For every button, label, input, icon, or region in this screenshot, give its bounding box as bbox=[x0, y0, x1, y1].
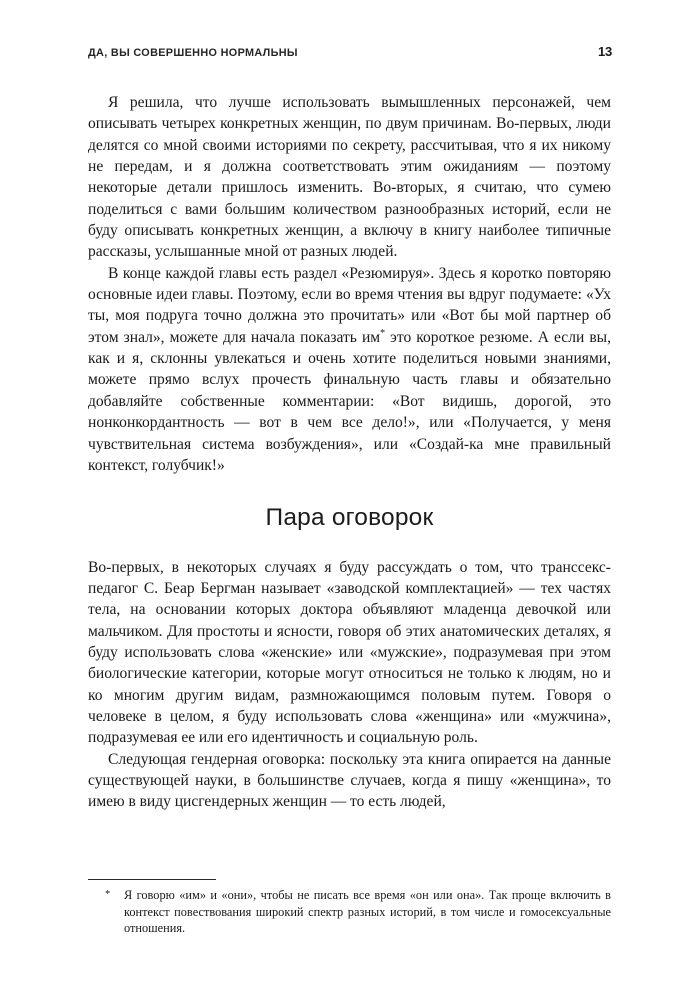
footnote-text: Я говорю «им» и «они», чтобы не писать все время «он или она». Так проще включить в контекст повествования широкий спектр разных историй, в том числе и гомосексуальные отношения. bbox=[124, 888, 611, 936]
body-paragraph-1: Я решила, что лучше использовать вымышленных персонажей, чем описывать четырех конкретных женщин, по двум причинам. Во-первых, люди делятся со мной своими историями по секрету, рассчитывая, что я их никому не передам, и я должна соответствовать этим ожиданиям — поэтому некоторые детали пришлось изменить. Во-вторых, я считаю, что сумею поделиться с вами большим количеством разнообразных историй, если не буду описывать конкретных женщин, а включу в книгу наиболее типичные рассказы, услышанные мной от разных людей. bbox=[88, 94, 611, 261]
section-heading: Пара оговорок bbox=[265, 504, 434, 532]
running-head-title: ДА, ВЫ СОВЕРШЕННО НОРМАЛЬНЫ bbox=[88, 47, 298, 59]
body-paragraph-2 bbox=[88, 263, 611, 476]
footnote-separator-rule bbox=[88, 879, 216, 880]
body-paragraph-2-part-1: В конце каждой главы есть раздел «Резюмируя». Здесь я коротко повторяю основные идеи главы. Поэтому, если во время чтения вы вдруг подумаете: «Ух ты, моя подруга точно должна это прочитать» или «Вот бы мой партнер об этом знал», можете для начала показать им bbox=[88, 264, 611, 346]
main-text-column bbox=[88, 92, 611, 813]
footnote-block bbox=[88, 879, 611, 937]
body-paragraph-2-part-2: это короткое резюме. А если вы, как и я, склонны увлекаться и очень хотите поделиться новыми знаниями, можете прямо вслух прочесть финальную часть главы и обязательно добавляйте собственные комментарии: «Вот видишь, дорогой, это нонконкордантность — вот в чем все дело!», или «Получается, у меня чувствительная система возбуждения», или «Создай-ка мне правильный контекст, голубчик!» bbox=[88, 328, 612, 474]
section-paragraph-1: Во-первых, в некоторых случаях я буду рассуждать о том, что транссекс-педагог С. Беар Бергман называет «заводской комплектацией» — тех частях тела, на основании которых доктора объявляют младенца девочкой или мальчиком. Для простоты и ясности, говоря об этих анатомических деталях, я буду использовать слова «женские» или «мужские», подразумевая при этом биологические категории, которые могут относиться не только к людям, но и ко многим другим видам, размножающимся половым путем. Говоря о человеке в целом, я буду использовать слова «женщина» или «мужчина», подразумевая ее или его идентичность и социальную роль. bbox=[88, 558, 611, 747]
page-number: 13 bbox=[597, 44, 612, 59]
footnote-reference-marker[interactable]: * bbox=[380, 327, 386, 339]
running-head bbox=[88, 44, 612, 62]
footnote-row bbox=[88, 887, 611, 936]
footnote-marker: * bbox=[105, 889, 111, 901]
section-paragraph-2: Следующая гендерная оговорка: поскольку эта книга опирается на данные существующей науки, в большинстве случаев, когда я пишу «женщина», то имею в виду цисгендерных женщин — то есть людей, bbox=[88, 750, 611, 811]
